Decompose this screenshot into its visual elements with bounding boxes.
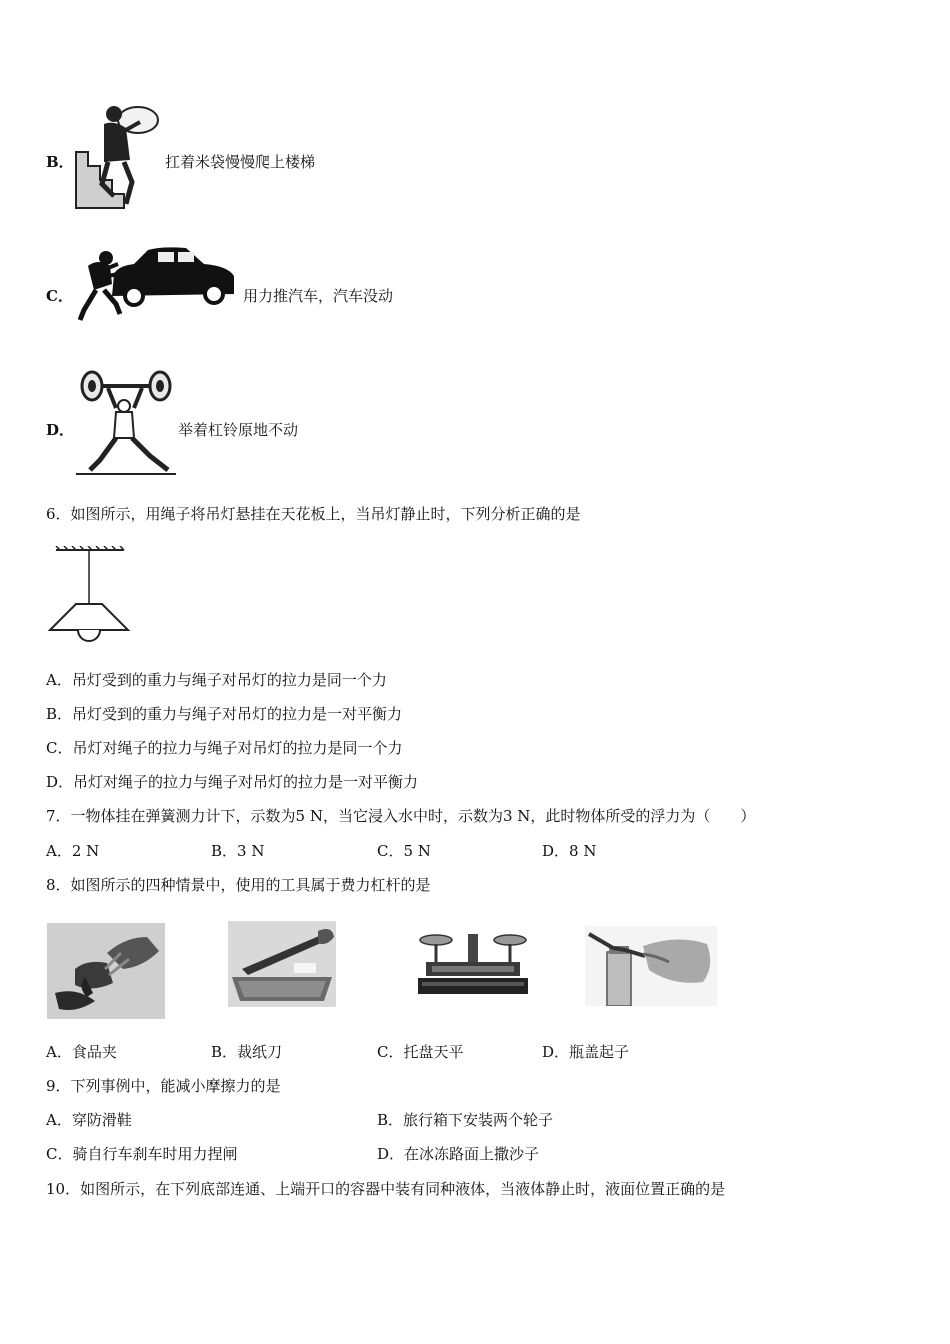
q8-stem: 8．如图所示的四种情景中，使用的工具属于费力杠杆的是 [46, 876, 431, 894]
q5-option-b-label: B． [46, 153, 74, 171]
q9-option-d: D．在冰冻路面上撒沙子 [377, 1145, 540, 1163]
stair-climber-illustration [74, 100, 162, 212]
q9-option-b: B．旅行箱下安装两个轮子 [377, 1111, 554, 1129]
q9-option-c: C．骑自行车刹车时用力捏闸 [46, 1145, 238, 1163]
q6-option-c: C．吊灯对绳子的拉力与绳子对吊灯的拉力是同一个力 [46, 739, 403, 757]
q5-option-d-label: D． [46, 421, 75, 439]
push-car-illustration [78, 244, 238, 326]
q5-option-c-text: 用力推汽车，汽车没动 [243, 287, 394, 305]
q5-option-c-label: C． [46, 287, 73, 305]
q7-option-c: C．5 N [377, 842, 431, 860]
food-tongs-photo [47, 923, 165, 1019]
bottle-opener-photo [585, 926, 717, 1006]
q6-stem: 6．如图所示，用绳子将吊灯悬挂在天花板上，当吊灯静止时，下列分析正确的是 [46, 505, 581, 523]
paper-cutter-photo [228, 921, 336, 1007]
weightlifter-illustration [76, 368, 176, 478]
q9-option-a: A．穿防滑鞋 [46, 1111, 132, 1129]
q6-option-a: A．吊灯受到的重力与绳子对吊灯的拉力是同一个力 [46, 671, 387, 689]
q8-option-a: A．食品夹 [46, 1043, 117, 1061]
q5-option-b-text: 扛着米袋慢慢爬上楼梯 [165, 153, 316, 171]
hanging-lamp-diagram [46, 546, 132, 646]
q8-option-c: C．托盘天平 [377, 1043, 464, 1061]
q7-stem: 7．一物体挂在弹簧测力计下，示数为5 N，当它浸入水中时，示数为3 N，此时物体所受的浮力为（ ） [46, 807, 756, 825]
q8-option-b: B．裁纸刀 [211, 1043, 283, 1061]
q6-option-b: B．吊灯受到的重力与绳子对吊灯的拉力是一对平衡力 [46, 705, 403, 723]
q9-stem: 9．下列事例中，能减小摩擦力的是 [46, 1077, 281, 1095]
q6-option-d: D．吊灯对绳子的拉力与绳子对吊灯的拉力是一对平衡力 [46, 773, 419, 791]
q5-option-d-text: 举着杠铃原地不动 [178, 421, 299, 439]
q7-option-d: D．8 N [542, 842, 597, 860]
tray-balance-photo [416, 928, 530, 1002]
q7-option-a: A．2 N [46, 842, 100, 860]
q7-option-b: B．3 N [211, 842, 265, 860]
q10-stem: 10．如图所示，在下列底部连通、上端开口的容器中装有同种液体，当液体静止时，液面位置正确的是 [46, 1180, 726, 1198]
q8-option-d: D．瓶盖起子 [542, 1043, 630, 1061]
